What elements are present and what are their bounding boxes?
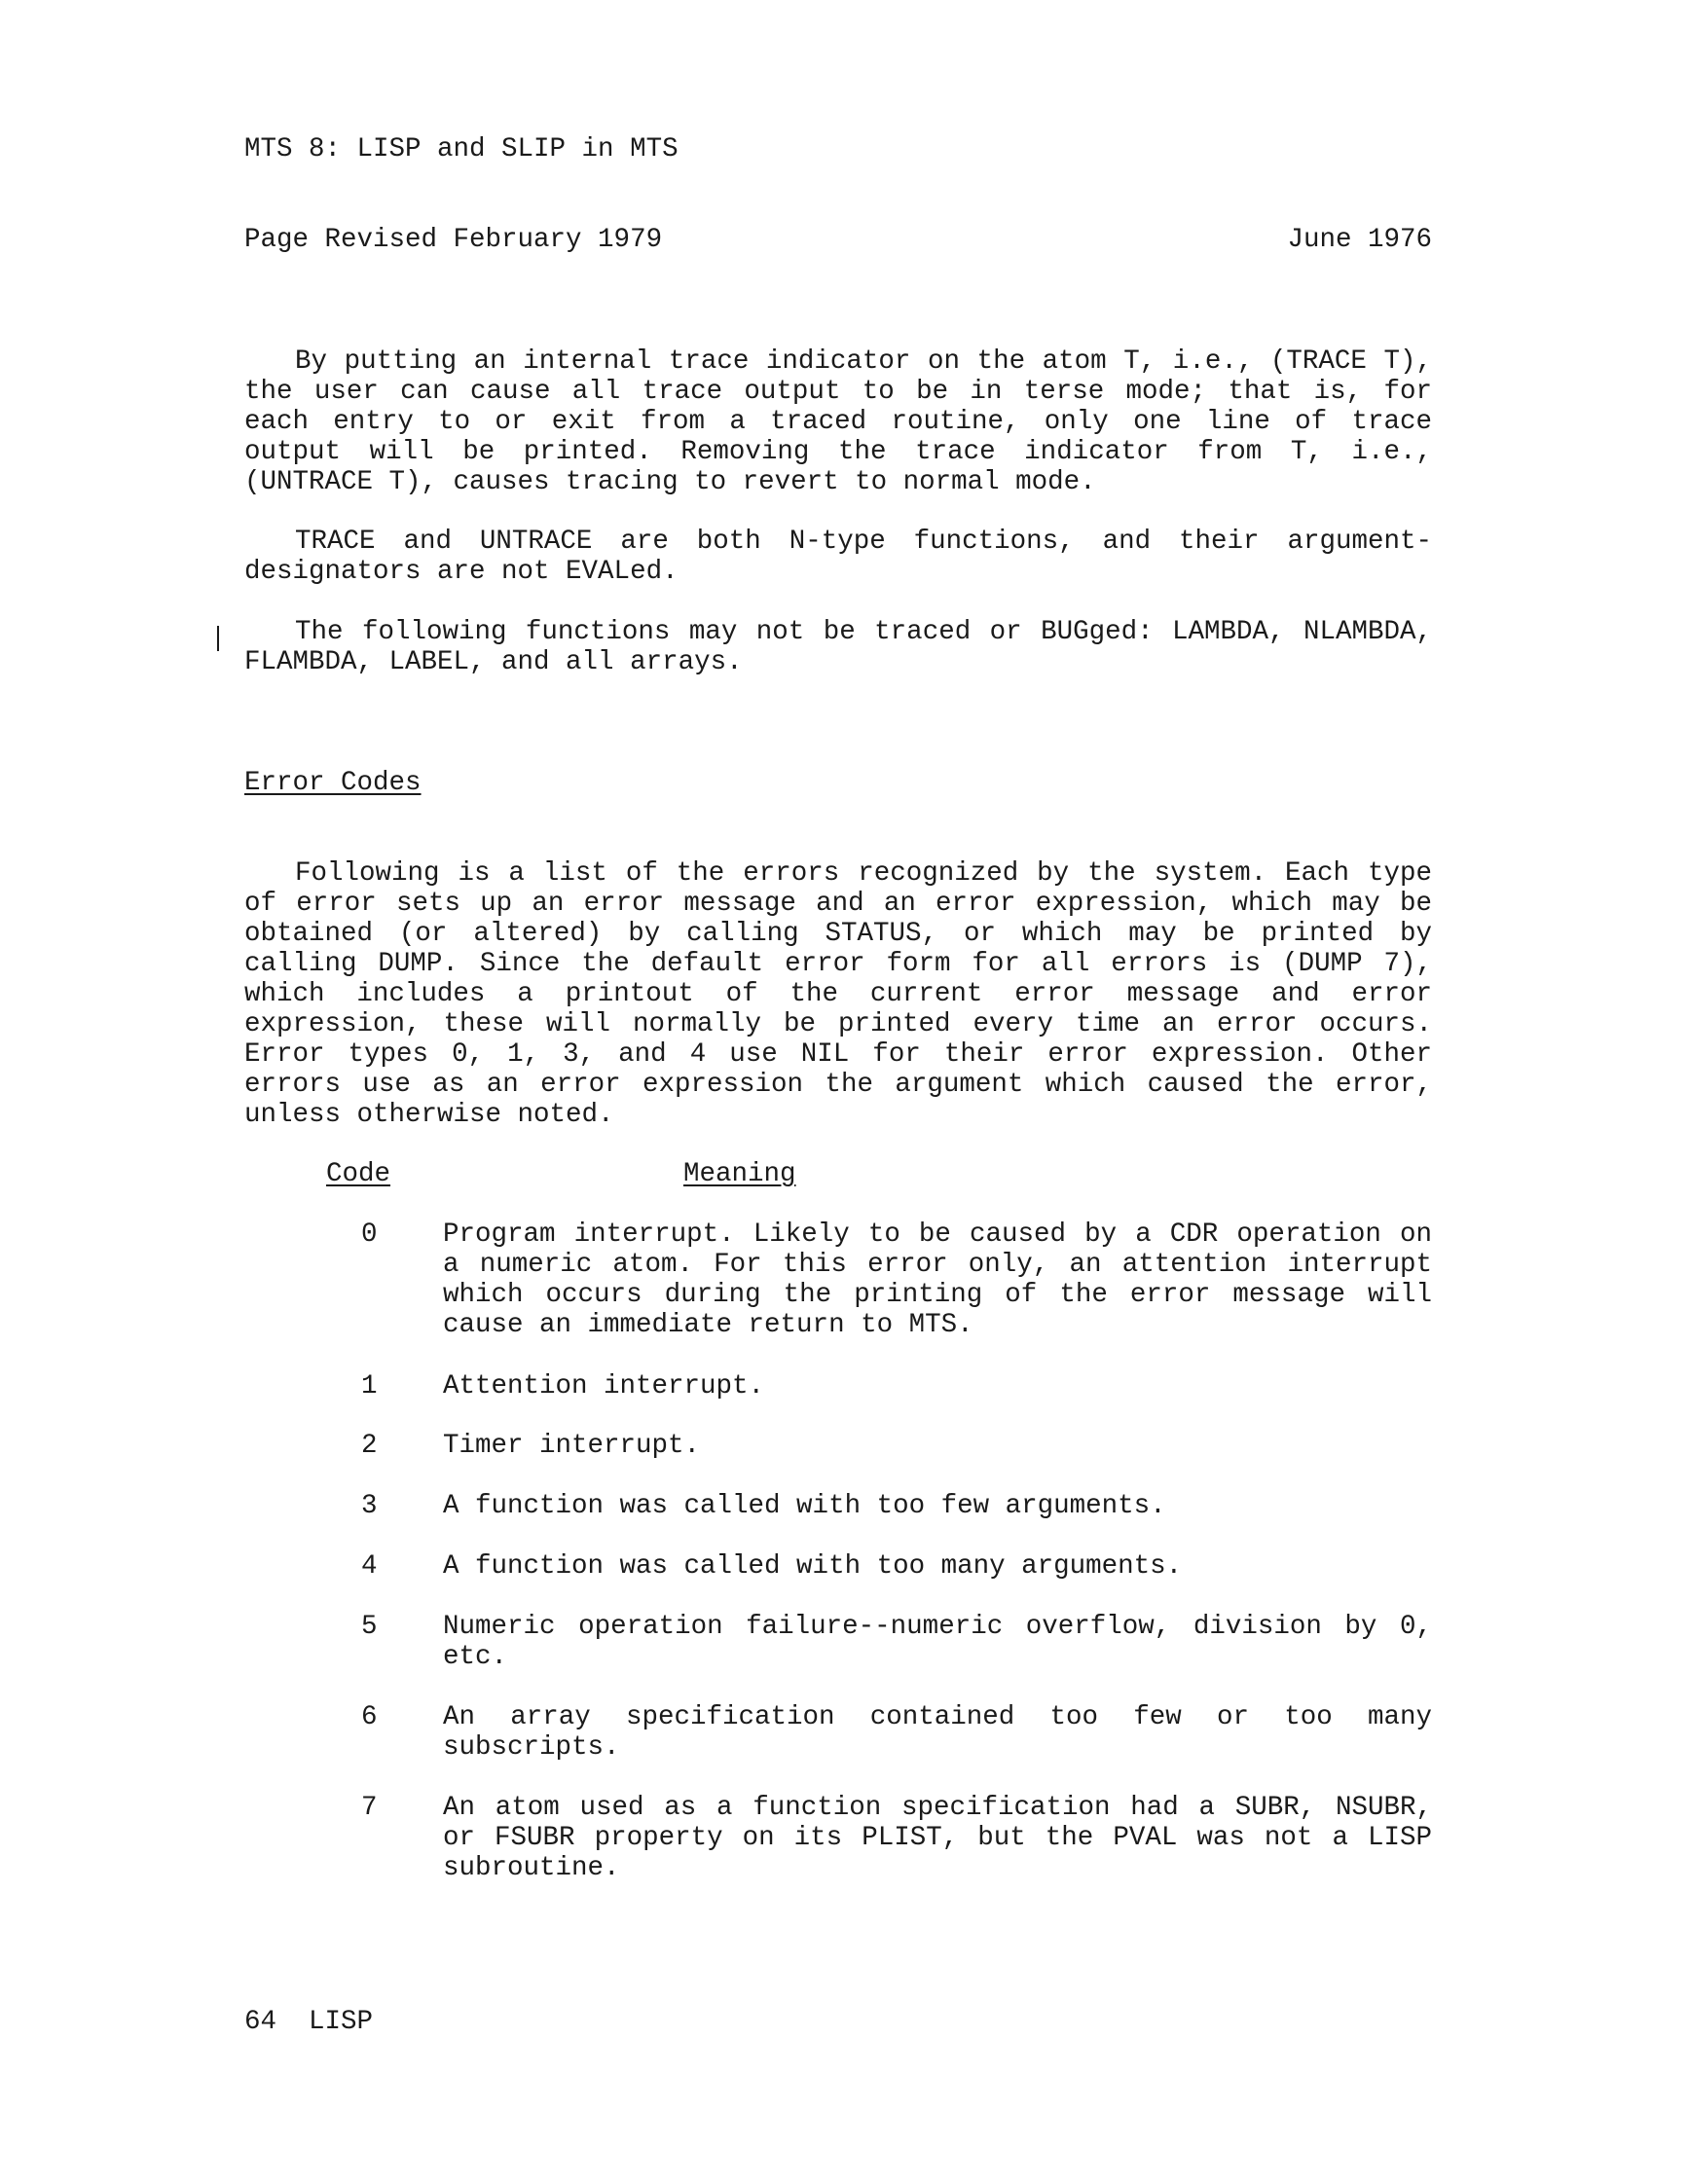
error-code: 1 [361,1371,378,1401]
header-revised: Page Revised February 1979 [244,225,663,255]
column-header-code: Code [326,1159,391,1189]
error-meaning: A function was called with too many arguments. [443,1551,1183,1582]
paragraph-ntype [244,527,1432,587]
paragraph-text: TRACE and UNTRACE are both N-type functions, and their argument-designators are not EVALed. [244,527,1432,587]
revision-change-bar [217,626,219,651]
header-title: MTS 8: LISP and SLIP in MTS [244,134,679,164]
page-footer: 64 LISP [244,2007,374,2037]
error-meaning: Numeric operation failure--numeric overflow, division by 0, etc. [443,1612,1432,1672]
error-code: 2 [361,1431,378,1461]
error-code: 3 [361,1491,378,1521]
paragraph-text: By putting an internal trace indicator on the atom T, i.e., (TRACE T), the user can cause all trace output to be in terse mode; that is, for each entry to or exit from a traced routine, only one line of trace output will be printed. Removing the trace indicator from T, i.e., (UNTRACE T), causes tracing to revert to normal mode. [244,346,1432,497]
error-meaning: A function was called with too few arguments. [443,1491,1166,1521]
error-code: 0 [361,1219,378,1250]
error-code: 6 [361,1702,378,1732]
paragraph-not-traced [244,617,1432,677]
error-code: 7 [361,1793,378,1823]
paragraph-text: The following functions may not be traced or BUGged: LAMBDA, NLAMBDA, FLAMBDA, LABEL, and all arrays. [244,617,1432,677]
error-meaning: An atom used as a function specification had a SUBR, NSUBR, or FSUBR property on its PLIST, but the PVAL was not a LISP subroutine. [443,1793,1432,1883]
paragraph-trace-terse [244,346,1432,497]
section-heading-error-codes: Error Codes [244,768,422,798]
error-meaning: An array specification contained too few or too many subscripts. [443,1702,1432,1763]
error-meaning: Program interrupt. Likely to be caused by a CDR operation on a numeric atom. For this error only, an attention interrupt which occurs during the printing of the error message will cause an immediate return to MTS. [443,1219,1432,1340]
column-header-meaning: Meaning [683,1159,796,1189]
paragraph-error-intro [244,858,1432,1130]
paragraph-text: Following is a list of the errors recognized by the system. Each type of error sets up an error message and an error expression, which may be obtained (or altered) by calling STATUS, or which may be printed by calling DUMP. Since the default error form for all errors is (DUMP 7), which includes a printout of the current error message and error expression, these will normally be printed every time an error occurs. Error types 0, 1, 3, and 4 use NIL for their error expression. Other errors use as an error expression the argument which caused the error, unless otherwise noted. [244,858,1432,1130]
error-meaning: Timer interrupt. [443,1431,701,1461]
header-date: June 1976 [1287,225,1432,255]
error-meaning: Attention interrupt. [443,1371,765,1401]
error-code: 4 [361,1551,378,1582]
error-code: 5 [361,1612,378,1642]
